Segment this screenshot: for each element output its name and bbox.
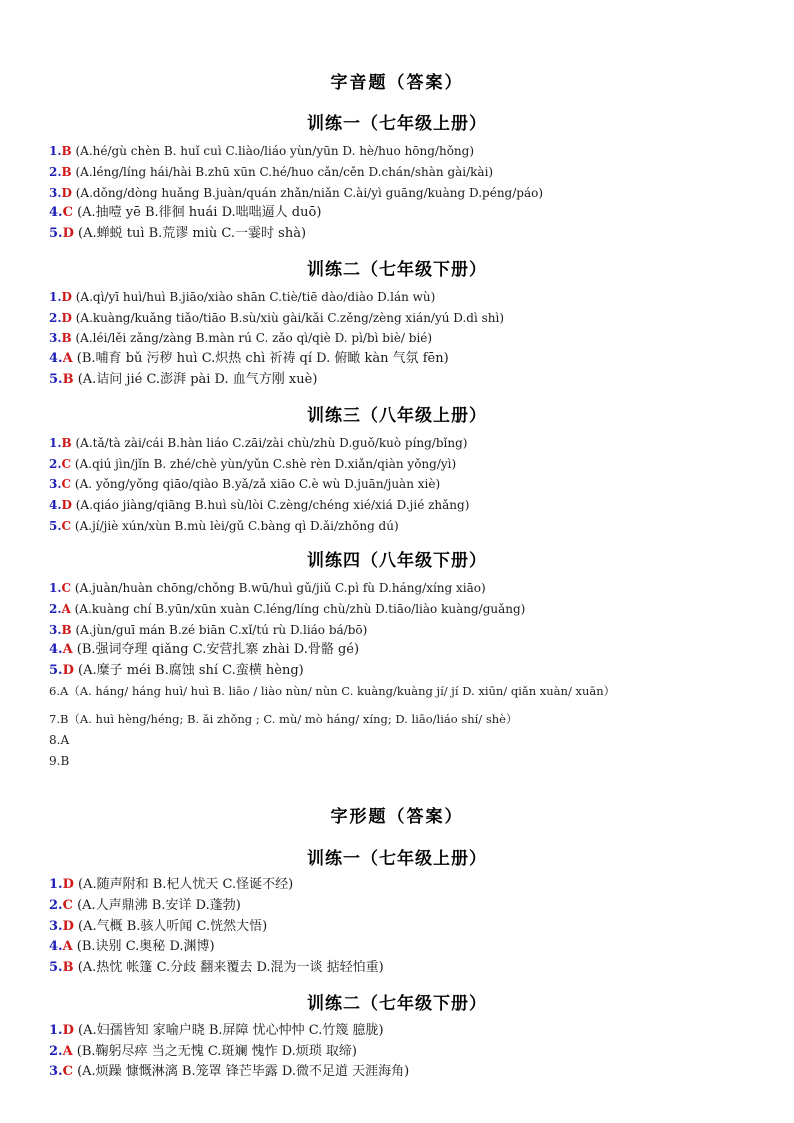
answer-number: 2.: [49, 165, 62, 179]
answer-number: 4.: [49, 498, 62, 512]
answer-line: [49, 436, 467, 450]
answer-key: A: [61, 602, 71, 616]
answer-key: B: [61, 331, 72, 345]
answer-explanation: (A.hé/gù chèn B. huǐ cuì C.liào/liáo yùn/yūn D. hè/huo hōng/hǒng): [71, 144, 475, 158]
answer-number: 1.: [49, 290, 62, 304]
answer-number: 5.: [49, 519, 62, 533]
answer-key: D: [61, 311, 72, 325]
section-title-characters: 字形题（答案）: [330, 807, 464, 827]
answer-line: [49, 457, 456, 471]
answer-number: 4.: [49, 205, 63, 220]
answer-line: [49, 165, 493, 179]
answer-key: D: [62, 663, 74, 678]
answer-number: 1.: [49, 877, 63, 892]
answer-line: [49, 961, 384, 975]
answer-explanation: (B.哺育 bǔ 污秽 huì C.炽热 chì 祈祷 qí D. 俯瞰 kàn 气氛 fēn): [72, 351, 449, 366]
answer-key: A: [62, 642, 73, 657]
answer-line: [49, 519, 399, 533]
answer-line: [49, 290, 435, 304]
answer-explanation: (B.诀别 C.奥秘 D.渊博): [72, 939, 215, 954]
answer-key: A: [62, 1044, 73, 1059]
answer-line: [49, 206, 321, 220]
answer-line: [49, 1065, 409, 1079]
answer-explanation: (A.jùn/guī mán B.zé biān C.xǐ/tú rù D.liáo bá/bō): [71, 623, 368, 637]
answer-number: 3.: [49, 477, 62, 491]
training-heading: 训练二（七年级下册）: [307, 994, 487, 1014]
answer-line: [49, 602, 525, 616]
answer-number: 3.: [49, 1064, 63, 1079]
answer-line: [49, 373, 317, 387]
answer-key: C: [62, 205, 73, 220]
answer-key: D: [61, 498, 72, 512]
answer-key: D: [62, 877, 74, 892]
answer-number: 3.: [49, 919, 63, 934]
answer-line: [49, 186, 543, 200]
answer-explanation: (A.léng/líng hái/hài B.zhū xūn C.hé/huo cǎn/cěn D.chán/shàn gài/kài): [71, 165, 494, 179]
answer-number: 3.: [49, 186, 62, 200]
answer-explanation: (A.jí/jiè xún/xùn B.mù lèi/gǔ C.bàng qì D.ǎi/zhǒng dú): [71, 519, 399, 533]
answer-number: 4.: [49, 642, 63, 657]
answer-number: 3.: [49, 331, 62, 345]
answer-explanation: (A.qì/yī huì/huì B.jiāo/xiào shān C.tiè/tiē dào/diào D.lán wù): [71, 290, 436, 304]
answer-explanation: (A.人声鼎沸 B.安详 D.蓬勃): [72, 898, 241, 913]
training-heading: 训练三（八年级上册）: [307, 406, 487, 426]
answer-key: D: [62, 919, 74, 934]
answer-number: 1.: [49, 581, 62, 595]
answer-explanation: (A.qiú jìn/jǐn B. zhé/chè yùn/yǔn C.shè rèn D.xiǎn/qiàn yǒng/yì): [71, 457, 457, 471]
answer-line: [49, 1024, 384, 1038]
answer-explanation: (A.妇孺皆知 家喻户晓 B.屏障 忧心忡忡 C.竹篾 臆胧): [73, 1023, 384, 1038]
answer-number: 4.: [49, 939, 63, 954]
training-heading: 训练一（七年级上册）: [307, 849, 487, 869]
answer-line: [49, 878, 293, 892]
answer-key: B: [61, 623, 72, 637]
answer-number: 1.: [49, 1023, 63, 1038]
answer-explanation: (A.诘问 jié C.澎湃 pài D. 血气方刚 xuè): [73, 372, 318, 387]
answer-line: [49, 331, 432, 345]
answer-number: 2.: [49, 311, 62, 325]
answer-explanation: (A.qiáo jiàng/qiāng B.huì sù/lòi C.zèng/chéng xié/xiá D.jié zhǎng): [71, 498, 470, 512]
answer-key: B: [61, 165, 72, 179]
answer-key: D: [61, 186, 72, 200]
answer-line: [49, 311, 504, 325]
answer-key: C: [62, 898, 73, 913]
answer-line-plain: 7.B（A. huì hèng/héng; B. ǎi zhǒng ; C. mù/ mò háng/ xíng; D. liāo/liáo shí/ shè）: [49, 712, 518, 726]
answer-number: 3.: [49, 623, 62, 637]
answer-number: 2.: [49, 457, 62, 471]
answer-explanation: (A.léi/lěi zǎng/zàng B.màn rú C. zǎo qì/qiè D. pì/bì biè/ bié): [71, 331, 433, 345]
answer-line: [49, 144, 474, 158]
answer-explanation: (A.烦躁 慷慨淋漓 B.笼罩 锋芒毕露 D.微不足道 天涯海角): [72, 1064, 410, 1079]
answer-explanation: (A.juàn/huàn chōng/chǒng B.wū/huì gǔ/jiǔ C.pì fù D.háng/xíng xiāo): [71, 581, 486, 595]
answer-line-plain: 9.B: [49, 754, 70, 768]
answer-explanation: (A.dǒng/dòng huǎng B.juàn/quán zhǎn/niǎn C.ài/yì guāng/kuàng D.péng/páo): [71, 186, 544, 200]
answer-key: B: [61, 436, 72, 450]
answer-key: D: [62, 226, 74, 241]
answer-line: [49, 498, 469, 512]
answer-explanation: (A.kuàng/kuǎng tiǎo/tiāo B.sù/xiù gài/kǎi C.zěng/zèng xián/yú D.dì shì): [71, 311, 505, 325]
answer-explanation: (A.kuàng chí B.yūn/xūn xuàn C.léng/líng chù/zhù D.tiāo/liào kuàng/guǎng): [70, 602, 526, 616]
training-heading: 训练四（八年级下册）: [307, 551, 487, 571]
answer-key: A: [62, 939, 73, 954]
answer-line-plain: 8.A: [49, 733, 70, 747]
answer-line: [49, 899, 241, 913]
answer-number: 5.: [49, 372, 63, 387]
answer-explanation: (A. yǒng/yǒng qiāo/qiào B.yǎ/zǎ xiāo C.è wù D.juān/juàn xiè): [71, 477, 441, 491]
answer-number: 1.: [49, 436, 62, 450]
answer-explanation: (A.糜子 méi B.腐蚀 shí C.蛮横 hèng): [73, 663, 304, 678]
answer-explanation: (A.气概 B.骇人听闻 C.恍然大悟): [73, 919, 268, 934]
answer-number: 5.: [49, 663, 63, 678]
training-heading: 训练二（七年级下册）: [307, 260, 487, 280]
section-title-pronunciation: 字音题（答案）: [330, 73, 464, 93]
answer-number: 5.: [49, 226, 63, 241]
answer-line: [49, 227, 306, 241]
answer-line: [49, 920, 267, 934]
answer-number: 2.: [49, 1044, 63, 1059]
answer-key: B: [61, 144, 72, 158]
answer-line: [49, 581, 486, 595]
answer-number: 2.: [49, 898, 63, 913]
answer-key: A: [62, 351, 73, 366]
answer-line: [49, 643, 359, 657]
answer-line: [49, 1045, 357, 1059]
answer-explanation: (A.tǎ/tà zài/cái B.hàn liáo C.zāi/zài chù/zhù D.guǒ/kuò píng/bǐng): [71, 436, 468, 450]
answer-key: C: [61, 519, 72, 533]
answer-number: 1.: [49, 144, 62, 158]
answer-line: [49, 477, 440, 491]
answer-key: D: [61, 290, 72, 304]
answer-key: D: [62, 1023, 74, 1038]
answer-explanation: (A.抽噎 yē B.徘徊 huái D.咄咄逼人 duō): [72, 205, 322, 220]
answer-key: C: [61, 457, 72, 471]
answer-key: C: [62, 1064, 73, 1079]
answer-line: [49, 352, 449, 366]
answer-number: 2.: [49, 602, 62, 616]
answer-line-plain: 6.A（A. háng/ háng huì/ huì B. liāo / liào nùn/ nùn C. kuàng/kuàng jí/ jí D. xiūn/ qiǎn xuàn/ xuān）: [49, 684, 616, 698]
answer-key: B: [62, 372, 74, 387]
answer-key: C: [61, 581, 72, 595]
answer-key: C: [61, 477, 72, 491]
answer-explanation: (A.蝉蜕 tuì B.荒谬 miù C.一霎时 shà): [73, 226, 307, 241]
answer-explanation: (B.鞠躬尽瘁 当之无愧 C.斑斓 愧怍 D.烦琐 取缔): [72, 1044, 358, 1059]
answer-line: [49, 623, 367, 637]
answer-explanation: (B.强词夺理 qiǎng C.安营扎寨 zhài D.骨骼 gé): [72, 642, 360, 657]
answer-number: 5.: [49, 960, 63, 975]
answer-line: [49, 664, 304, 678]
answer-key: B: [62, 960, 74, 975]
training-heading: 训练一（七年级上册）: [307, 114, 487, 134]
answer-explanation: (A.热忱 帐篷 C.分歧 翻来覆去 D.混为一谈 掂轻怕重): [73, 960, 384, 975]
answer-explanation: (A.随声附和 B.杞人忧天 C.怪诞不经): [73, 877, 294, 892]
answer-line: [49, 940, 215, 954]
answer-number: 4.: [49, 351, 63, 366]
